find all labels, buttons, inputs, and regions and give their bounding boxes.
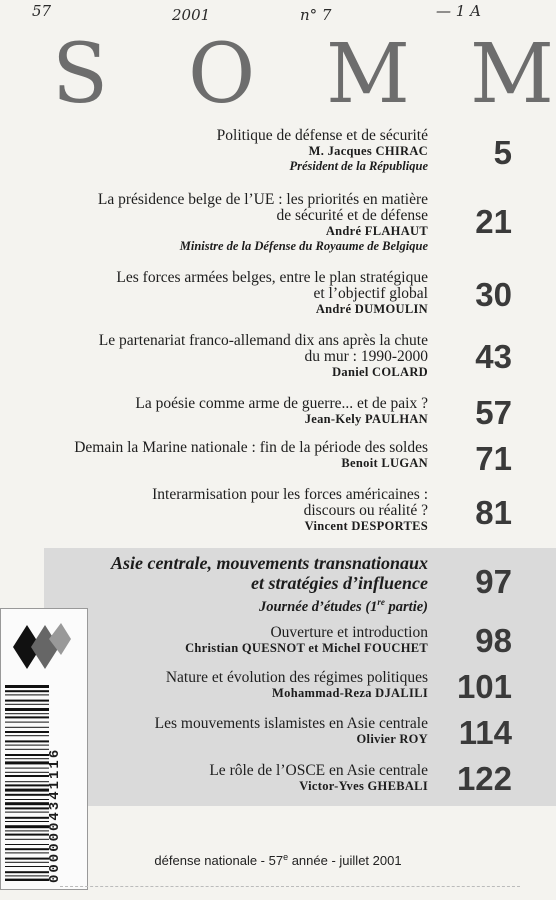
handwritten-note-2: 2001 xyxy=(172,6,211,24)
library-logo-icon xyxy=(9,617,73,677)
heading-letter-4: M xyxy=(470,27,554,122)
entry-title: Le partenariat franco-allemand dix ans après la chute xyxy=(98,332,428,349)
page-number-1: 5 xyxy=(493,134,512,171)
section-subtitle-end: partie) xyxy=(384,598,428,615)
toc-entry-4[interactable] xyxy=(8,333,428,380)
page-number-s2: 101 xyxy=(456,668,512,705)
entry-author: André DUMOULIN xyxy=(315,302,428,316)
entry-title: Nature et évolution des régimes politiques xyxy=(165,669,428,686)
entry-title: La poésie comme arme de guerre... et de paix ? xyxy=(135,395,428,412)
footer-pre: défense nationale - 57 xyxy=(154,853,284,868)
toc-entry-3[interactable] xyxy=(8,270,428,317)
toc-entry-5[interactable] xyxy=(8,396,428,427)
page-number-6: 71 xyxy=(475,440,512,477)
heading-letter-2: O xyxy=(188,27,256,122)
page-number-s1: 98 xyxy=(475,622,512,659)
page-number-7: 81 xyxy=(475,494,512,531)
entry-role: Ministre de la Défense du Royaume de Belgique xyxy=(179,239,428,253)
handwritten-note-3: n° 7 xyxy=(300,6,332,24)
entry-author: M. Jacques CHIRAC xyxy=(308,144,428,158)
footer-issue xyxy=(0,852,556,868)
entry-title: Les mouvements islamistes en Asie centrale xyxy=(154,715,428,732)
page-number-2: 21 xyxy=(475,203,512,240)
barcode-sticker xyxy=(0,608,88,890)
entry-title: Le rôle de l’OSCE en Asie centrale xyxy=(209,762,428,779)
heading-letter-3: M xyxy=(326,27,410,122)
entry-title-cont: et l’objectif global xyxy=(313,285,428,302)
entry-author: Mohammad-Reza DJALILI xyxy=(272,686,428,700)
footer-post: année - juillet 2001 xyxy=(288,853,402,868)
entry-title-cont: du mur : 1990-2000 xyxy=(304,348,428,365)
heading-letter-1: S xyxy=(52,27,109,122)
page-number-5: 57 xyxy=(475,394,512,431)
footer-sup: e xyxy=(283,852,289,862)
section-heading[interactable] xyxy=(0,553,428,616)
section-subtitle-main: Journée d’études (1 xyxy=(258,598,378,615)
entry-author: André FLAHAUT xyxy=(325,224,428,238)
entry-author: Daniel COLARD xyxy=(332,365,428,379)
toc-entry-2[interactable] xyxy=(8,192,428,254)
entry-title: Ouverture et introduction xyxy=(270,624,428,641)
page-number-s4: 122 xyxy=(456,760,512,797)
toc-entry-7[interactable] xyxy=(8,487,428,534)
entry-title: Demain la Marine nationale : fin de la période des soldes xyxy=(74,439,428,456)
entry-author: Jean-Kely PAULHAN xyxy=(304,412,428,426)
handwritten-note-1: 57 xyxy=(32,2,52,20)
entry-author: Victor-Yves GHEBALI xyxy=(299,779,428,793)
toc-entry-1[interactable] xyxy=(8,128,428,174)
entry-title: Interarmisation pour les forces américaines : xyxy=(152,486,428,503)
toc-entry-6[interactable] xyxy=(0,440,428,471)
entry-title: Les forces armées belges, entre le plan stratégique xyxy=(116,269,428,286)
section-title: Asie centrale, mouvements transnationaux xyxy=(110,553,428,573)
entry-author: Christian QUESNOT et Michel FOUCHET xyxy=(185,641,428,655)
entry-role: Président de la République xyxy=(289,159,428,173)
entry-title-cont: discours ou réalité ? xyxy=(303,502,428,519)
section-subtitle-sup: re xyxy=(377,597,385,607)
entry-title-cont: de sécurité et de défense xyxy=(276,207,428,224)
entry-title: Politique de défense et de sécurité xyxy=(216,127,428,144)
entry-title: La présidence belge de l’UE : les priorités en matière xyxy=(97,191,428,208)
page-number-3: 30 xyxy=(475,276,512,313)
entry-author: Benoit LUGAN xyxy=(341,456,428,470)
bottom-divider xyxy=(60,886,520,887)
entry-author: Vincent DESPORTES xyxy=(304,519,428,533)
handwritten-note-4: — 1 A xyxy=(436,2,481,20)
page-number-4: 43 xyxy=(475,338,512,375)
page-number-section: 97 xyxy=(475,563,512,600)
page-number-s3: 114 xyxy=(458,714,512,751)
section-title-cont: et stratégies d’influence xyxy=(251,573,428,593)
barcode-number: 0000004341116 xyxy=(47,747,63,883)
entry-author: Olivier ROY xyxy=(356,732,428,746)
